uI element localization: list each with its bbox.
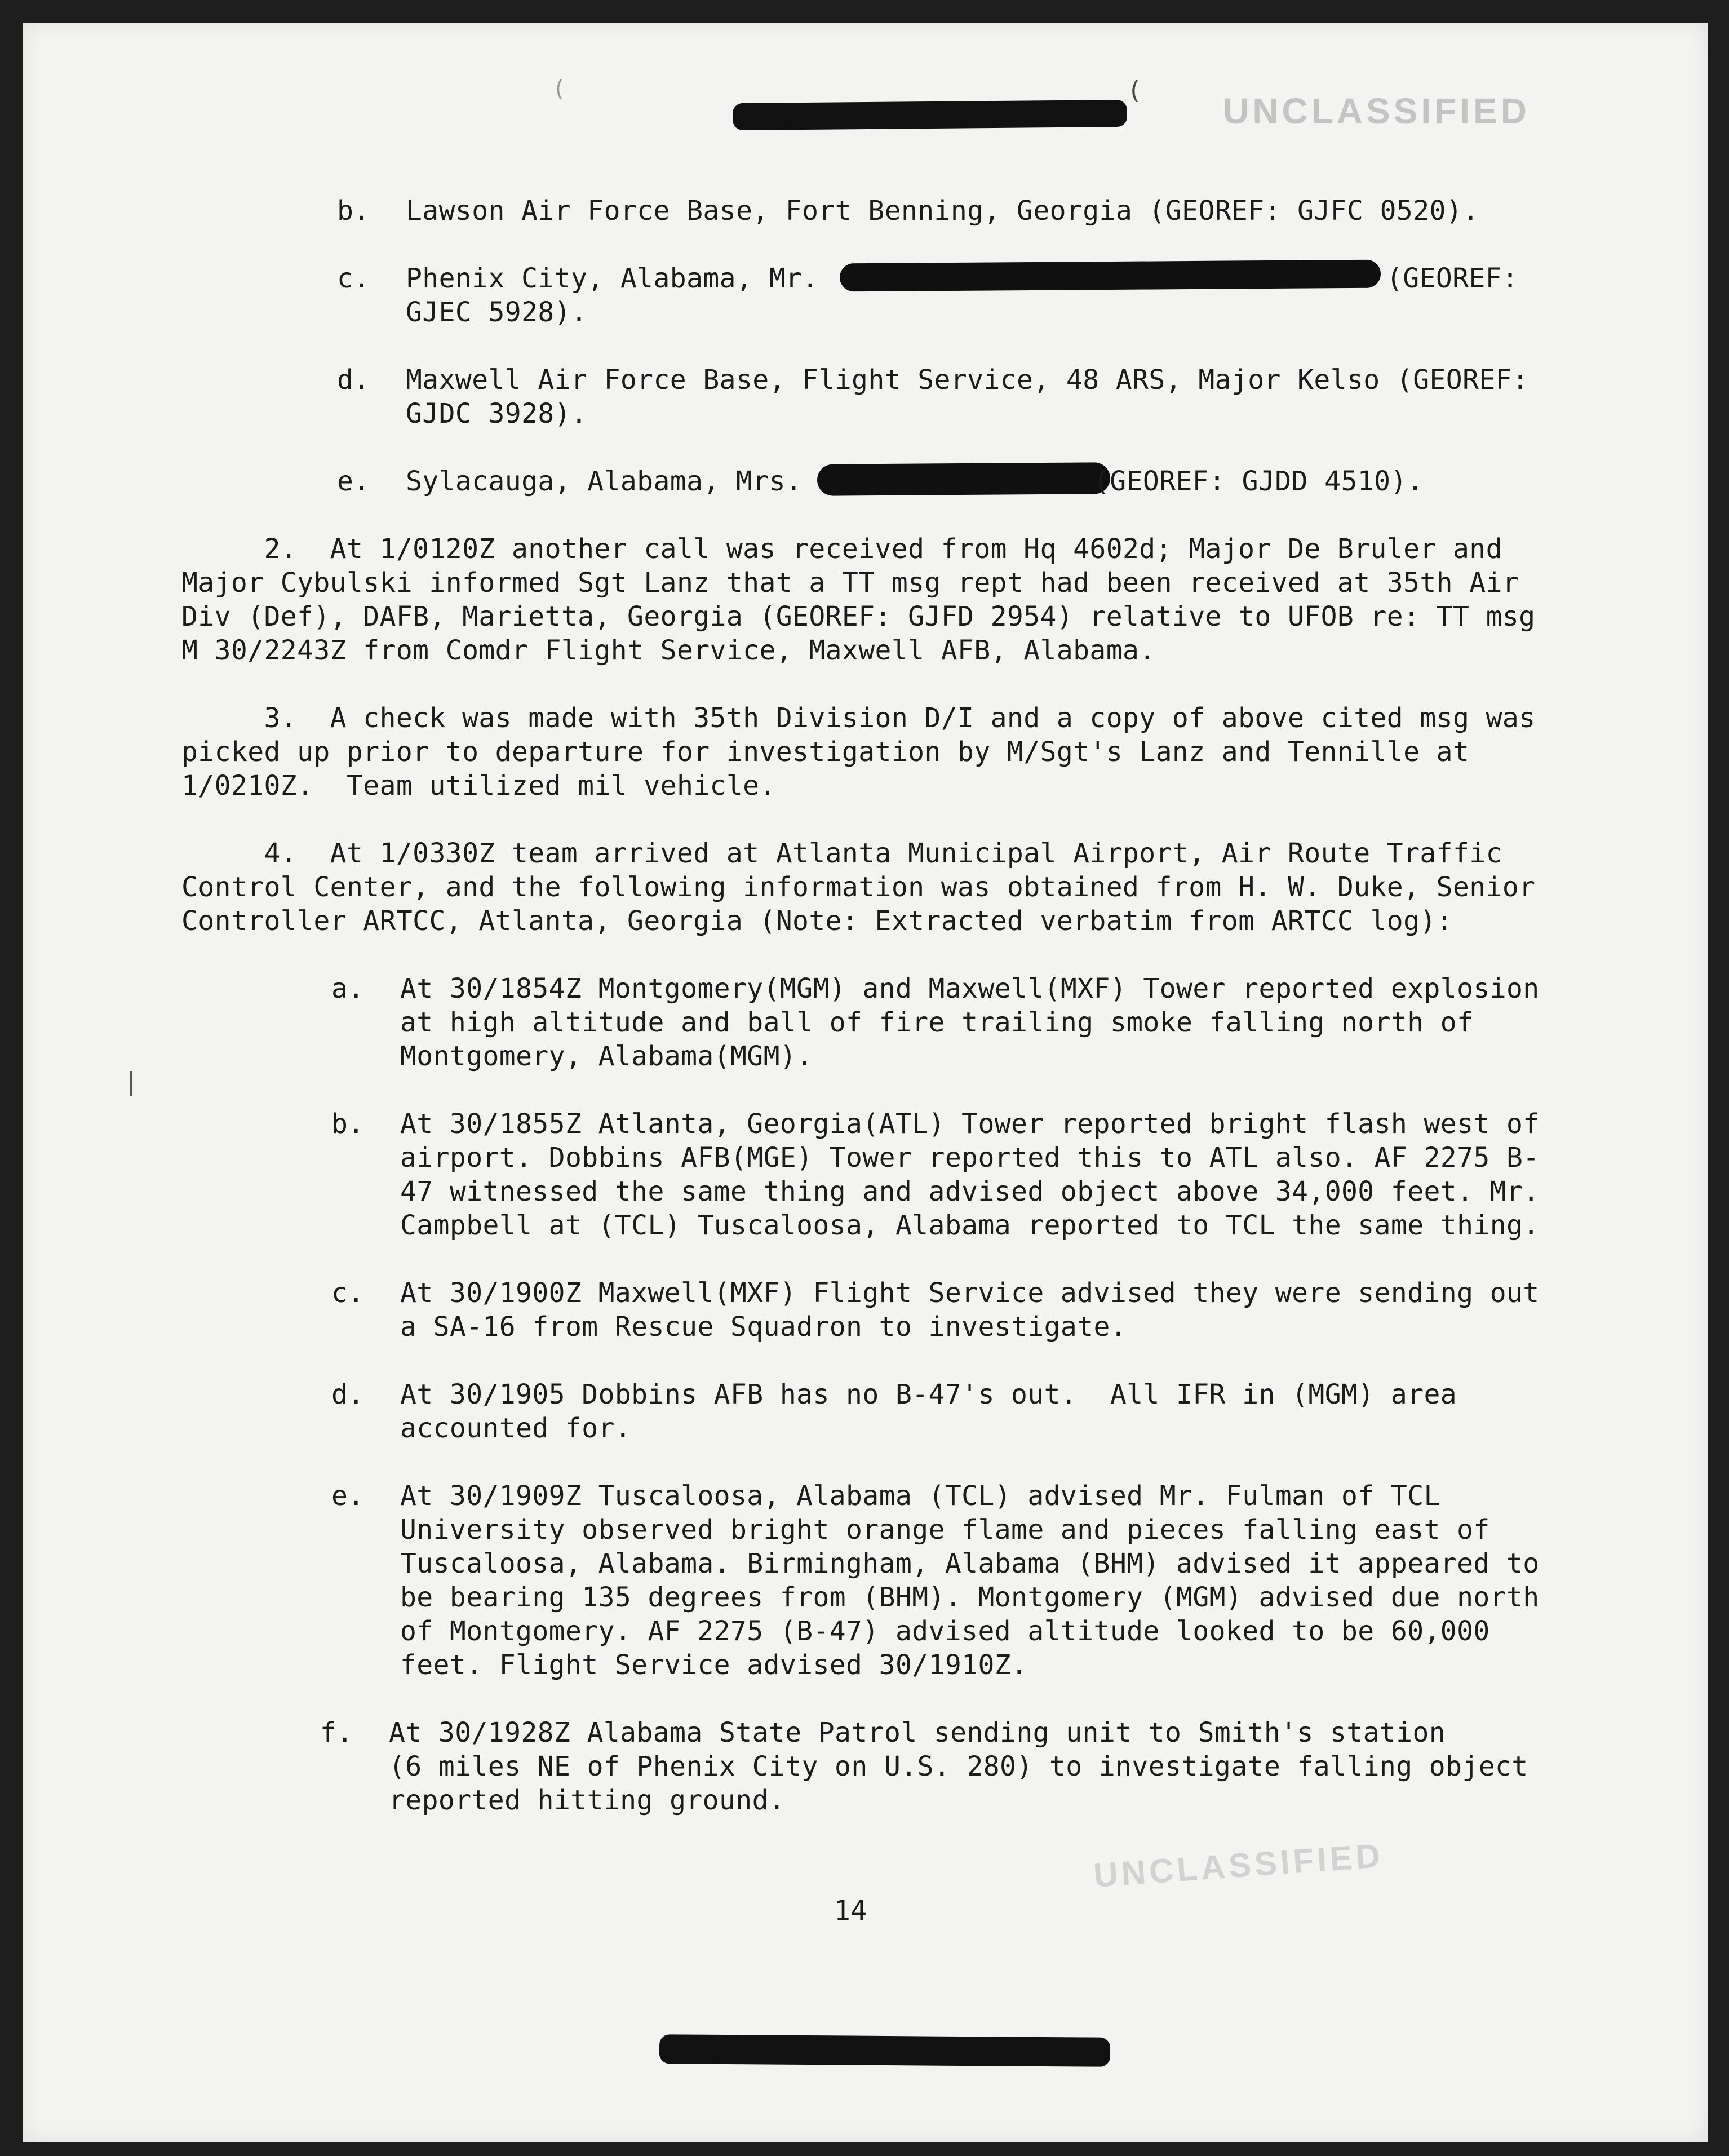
paragraph-line: 4. At 1/0330Z team arrived at Atlanta Municipal Airport, Air Route Traffic [181, 838, 1502, 869]
log-item-line: be bearing 135 degrees from (BHM). Montgomery (MGM) advised due north [400, 1582, 1540, 1613]
log-item-line: At 30/1854Z Montgomery(MGM) and Maxwell(MXF) Tower reported explosion [400, 973, 1540, 1004]
item-b-label: b. [337, 195, 370, 227]
item-c-text-c: GJEC 5928). [406, 296, 588, 328]
paragraph-line: picked up prior to departure for investigation by M/Sgt's Lanz and Tennille at [181, 736, 1470, 768]
paragraph-line: Major Cybulski informed Sgt Lanz that a TT msg rept had been received at 35th Air [181, 567, 1519, 599]
log-item-line: University observed bright orange flame and pieces falling east of [400, 1514, 1490, 1546]
left-margin-tick [130, 1071, 132, 1096]
paragraph-line: M 30/2243Z from Comdr Flight Service, Maxwell AFB, Alabama. [181, 635, 1156, 666]
top-faded-unclassified-stamp: UNCLASSIFIED [1223, 91, 1530, 131]
log-item-line: at high altitude and ball of fire trailing smoke falling north of [400, 1007, 1474, 1038]
log-item-label: f. [320, 1717, 353, 1748]
log-item-line: At 30/1928Z Alabama State Patrol sending unit to Smith's station [389, 1717, 1446, 1748]
log-item-label: d. [331, 1379, 365, 1410]
log-item-line: Campbell at (TCL) Tuscaloosa, Alabama reported to TCL the same thing. [400, 1210, 1540, 1241]
log-item-label: b. [331, 1108, 365, 1140]
log-item-line: accounted for. [400, 1413, 632, 1444]
log-item-line: At 30/1855Z Atlanta, Georgia(ATL) Tower reported bright flash west of [400, 1108, 1540, 1140]
paragraph-line: 2. At 1/0120Z another call was received from Hq 4602d; Major De Bruler and [181, 533, 1502, 565]
item-c-text-a: Phenix City, Alabama, Mr. [406, 263, 819, 294]
item-d-text-a: Maxwell Air Force Base, Flight Service, 48 ARS, Major Kelso (GEOREF: [406, 364, 1529, 396]
paragraph-line: 3. A check was made with 35th Division D/I and a copy of above cited msg was [181, 702, 1536, 734]
log-item-line: Tuscaloosa, Alabama. Birmingham, Alabama (BHM) advised it appeared to [400, 1548, 1540, 1579]
item-e-text-a: Sylacauga, Alabama, Mrs. [406, 466, 803, 497]
log-item-line: At 30/1909Z Tuscaloosa, Alabama (TCL) advised Mr. Fulman of TCL [400, 1480, 1440, 1512]
log-item-line: a SA-16 from Rescue Squadron to investigate. [400, 1311, 1127, 1343]
document-page [23, 23, 1708, 2142]
top-paren-mark: ( [1127, 76, 1142, 105]
log-item-line: feet. Flight Service advised 30/1910Z. [400, 1649, 1028, 1681]
paragraph-line: Div (Def), DAFB, Marietta, Georgia (GEOREF: GJFD 2954) relative to UFOB re: TT msg [181, 601, 1536, 632]
item-c-label: c. [337, 263, 370, 294]
bottom-faded-unclassified-stamp: UNCLASSIFIED [1092, 1836, 1385, 1894]
log-item-line: At 30/1905 Dobbins AFB has no B-47's out. All IFR in (MGM) area [400, 1379, 1457, 1410]
log-item-label: c. [331, 1277, 365, 1309]
log-item-line: of Montgomery. AF 2275 (B-47) advised altitude looked to be 60,000 [400, 1615, 1490, 1647]
log-item-line: reported hitting ground. [389, 1785, 786, 1816]
item-d-text-b: GJDC 3928). [406, 398, 588, 430]
log-item-line: (6 miles NE of Phenix City on U.S. 280) to investigate falling object [389, 1751, 1528, 1782]
item-d-label: d. [337, 364, 370, 396]
paragraph-line: 1/0210Z. Team utilized mil vehicle. [181, 770, 776, 802]
log-item-line: airport. Dobbins AFB(MGE) Tower reported this to ATL also. AF 2275 B- [400, 1142, 1540, 1174]
log-item-label: a. [331, 973, 365, 1004]
item-e-label: e. [337, 466, 370, 497]
log-item-line: At 30/1900Z Maxwell(MXF) Flight Service advised they were sending out [400, 1277, 1540, 1309]
top-classification-redaction-bar [733, 100, 1127, 130]
paragraph-line: Controller ARTCC, Atlanta, Georgia (Note: Extracted verbatim from ARTCC log): [181, 905, 1453, 937]
item-c-text-b: (GEOREF: [1386, 263, 1519, 294]
item-e-redaction [817, 462, 1110, 496]
item-b-text: Lawson Air Force Base, Fort Benning, Georgia (GEOREF: GJFC 0520). [406, 195, 1479, 227]
log-item-line: 47 witnessed the same thing and advised object above 34,000 feet. Mr. [400, 1176, 1540, 1207]
page-number: 14 [834, 1895, 867, 1927]
log-item-label: e. [331, 1480, 365, 1512]
item-c-redaction [840, 260, 1381, 292]
top-left-faint-marks: ( [552, 76, 566, 102]
item-e-text-b: (GEOREF: GJDD 4510). [1093, 466, 1424, 497]
paragraph-line: Control Center, and the following information was obtained from H. W. Duke, Senior [181, 871, 1536, 903]
log-item-line: Montgomery, Alabama(MGM). [400, 1041, 813, 1072]
bottom-classification-redaction-bar [659, 2034, 1110, 2067]
